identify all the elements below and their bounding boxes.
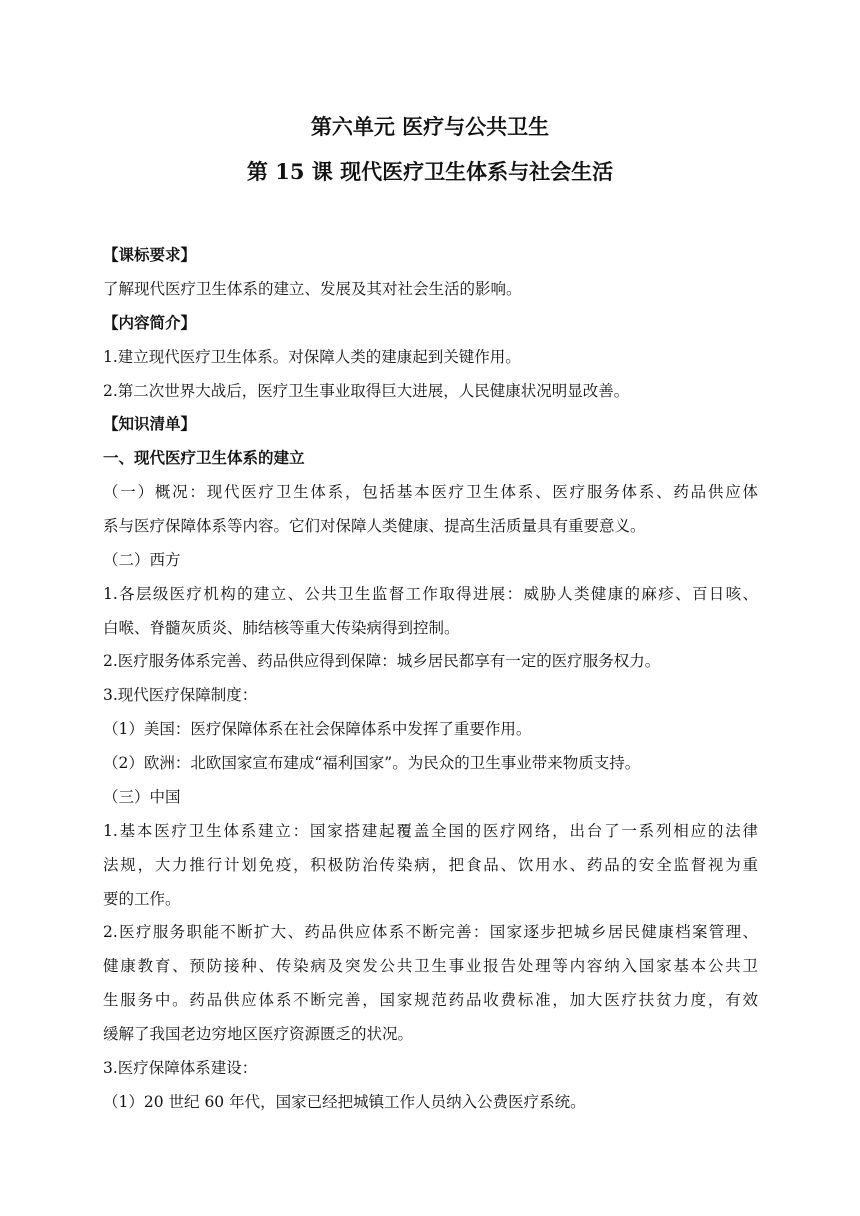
china-line-2: 法规，大力推行计划免疫，积极防治传染病，把食品、饮用水、药品的安全监督视为重 xyxy=(103,856,758,874)
knowledge-heading: 【知识清单】 xyxy=(103,414,197,433)
west-line-4: 3.现代医疗保障制度： xyxy=(103,686,258,704)
west-heading: （二）西方 xyxy=(103,551,181,569)
china-line-7: 缓解了我国老边穷地区医疗资源匮乏的状况。 xyxy=(103,1025,414,1043)
china-line-5: 健康教育、预防接种、传染病及突发公共卫生事业报告处理等内容纳入国家基本公共卫 xyxy=(103,957,758,975)
west-line-6: （2）欧洲：北欧国家宣布建成“福利国家”。为民众的卫生事业带来物质支持。 xyxy=(103,754,641,772)
west-line-5: （1）美国：医疗保障体系在社会保障体系中发挥了重要作用。 xyxy=(103,720,532,738)
china-line-8: 3.医疗保障体系建设： xyxy=(103,1059,258,1077)
curriculum-heading: 【课标要求】 xyxy=(103,245,197,264)
china-heading: （三）中国 xyxy=(103,788,181,806)
china-line-3: 要的工作。 xyxy=(103,890,181,908)
china-line-9: （1）20 世纪 60 年代，国家已经把城镇工作人员纳入公费医疗系统。 xyxy=(103,1093,586,1111)
china-line-4: 2.医疗服务职能不断扩大、药品供应体系不断完善：国家逐步把城乡居民健康档案管理、 xyxy=(103,923,758,941)
west-line-2: 白喉、脊髓灰质炎、肺结核等重大传染病得到控制。 xyxy=(103,619,460,637)
intro-heading: 【内容简介】 xyxy=(103,313,197,332)
curriculum-text: 了解现代医疗卫生体系的建立、发展及其对社会生活的影响。 xyxy=(103,280,522,298)
china-line-1: 1.基本医疗卫生体系建立：国家搭建起覆盖全国的医疗网络，出台了一系列相应的法律 xyxy=(103,822,758,840)
west-line-1: 1.各层级医疗机构的建立、公共卫生监督工作取得进展：威胁人类健康的麻疹、百日咳、 xyxy=(103,585,758,603)
west-line-3: 2.医疗服务体系完善、药品供应得到保障：城乡居民都享有一定的医疗服务权力。 xyxy=(103,652,661,670)
lesson-title: 第 15 课 现代医疗卫生体系与社会生活 xyxy=(246,159,614,184)
overview-line-1: （一）概况：现代医疗卫生体系，包括基本医疗卫生体系、医疗服务体系、药品供应体 xyxy=(103,483,758,501)
overview-line-2: 系与医疗保障体系等内容。它们对保障人类健康、提高生活质量具有重要意义。 xyxy=(103,517,646,535)
intro-item-2: 2.第二次世界大战后，医疗卫生事业取得巨大进展，人民健康状况明显改善。 xyxy=(103,382,630,400)
intro-item-1: 1.建立现代医疗卫生体系。对保障人类的建康起到关键作用。 xyxy=(103,348,521,366)
china-line-6: 生服务中。药品供应体系不断完善，国家规范药品收费标准，加大医疗扶贫力度，有效 xyxy=(103,991,758,1009)
part1-title: 一、现代医疗卫生体系的建立 xyxy=(103,448,305,467)
unit-title: 第六单元 医疗与公共卫生 xyxy=(310,114,550,139)
